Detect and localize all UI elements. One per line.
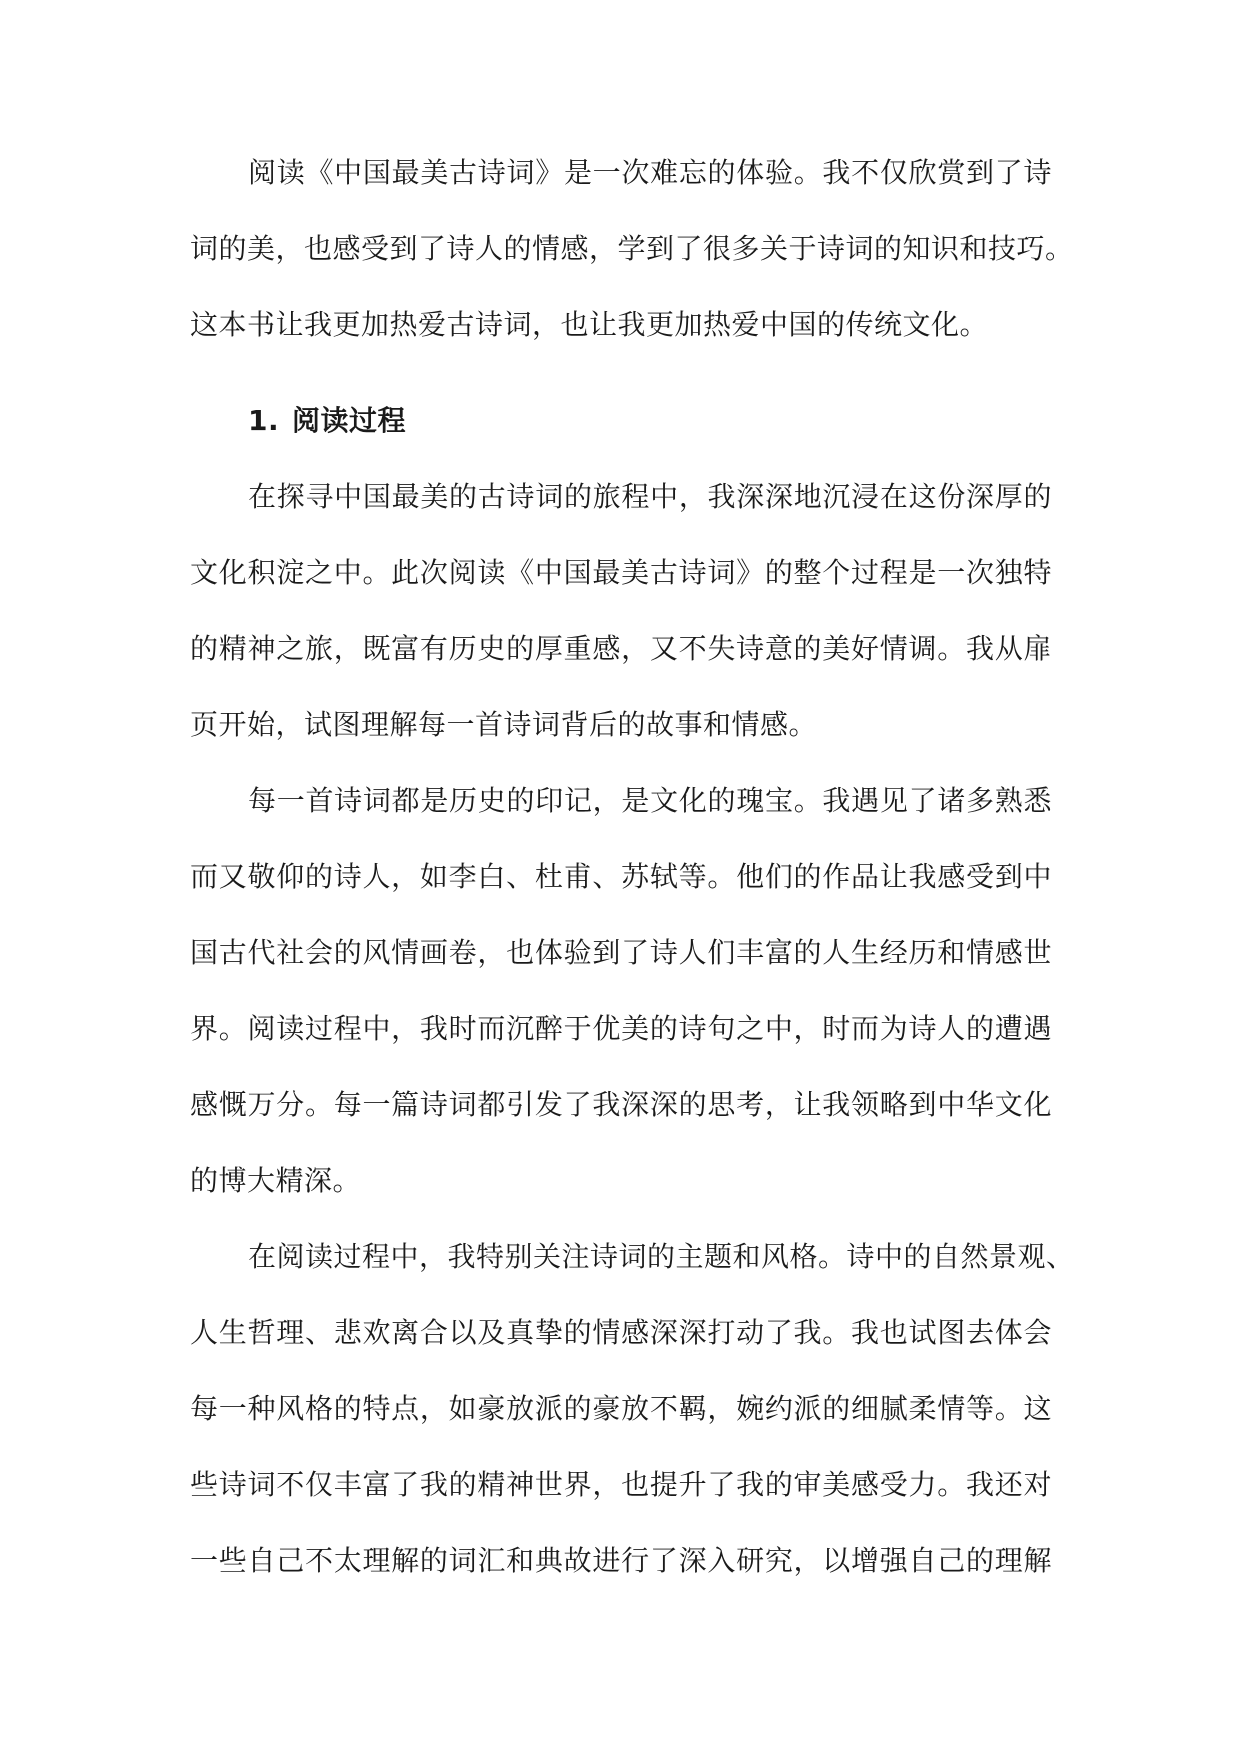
text-line: 些诗词不仅丰富了我的精神世界，也提升了我的审美感受力。我还对 <box>190 1468 1052 1501</box>
text-line: 每一种风格的特点，如豪放派的豪放不羁，婉约派的细腻柔情等。这 <box>190 1392 1052 1425</box>
text-line: 在阅读过程中，我特别关注诗词的主题和风格。诗中的自然景观、 <box>248 1240 1075 1273</box>
text-line: 每一首诗词都是历史的印记，是文化的瑰宝。我遇见了诸多熟悉 <box>248 784 1052 817</box>
paragraph-intro <box>190 135 1074 363</box>
section-heading <box>190 383 1052 459</box>
paragraph-1 <box>190 459 1052 763</box>
text-line: 页开始，试图理解每一首诗词背后的故事和情感。 <box>190 708 818 741</box>
section-number: 1. <box>248 404 280 437</box>
section-title: 阅读过程 <box>292 404 407 437</box>
paragraph-2 <box>190 763 1052 1219</box>
text-line: 感慨万分。每一篇诗词都引发了我深深的思考，让我领略到中华文化 <box>190 1088 1052 1121</box>
text-line: 界。阅读过程中，我时而沉醉于优美的诗句之中，时而为诗人的遭遇 <box>190 1012 1052 1045</box>
text-line: 的博大精深。 <box>190 1164 362 1197</box>
text-line: 人生哲理、悲欢离合以及真挚的情感深深打动了我。我也试图去体会 <box>190 1316 1052 1349</box>
document-page <box>190 135 1075 1599</box>
text-line: 国古代社会的风情画卷，也体验到了诗人们丰富的人生经历和情感世 <box>190 936 1052 969</box>
text-line: 的精神之旅，既富有历史的厚重感，又不失诗意的美好情调。我从扉 <box>190 632 1052 665</box>
text-line: 一些自己不太理解的词汇和典故进行了深入研究，以增强自己的理解 <box>190 1544 1052 1577</box>
text-line: 文化积淀之中。此次阅读《中国最美古诗词》的整个过程是一次独特 <box>190 556 1052 589</box>
text-line: 这本书让我更加热爱古诗词，也让我更加热爱中国的传统文化。 <box>190 308 989 341</box>
paragraph-3 <box>190 1219 1075 1599</box>
text-line: 在探寻中国最美的古诗词的旅程中，我深深地沉浸在这份深厚的 <box>248 480 1052 513</box>
text-line: 词的美，也感受到了诗人的情感，学到了很多关于诗词的知识和技巧。 <box>190 232 1074 265</box>
text-line: 而又敬仰的诗人，如李白、杜甫、苏轼等。他们的作品让我感受到中 <box>190 860 1052 893</box>
text-line: 阅读《中国最美古诗词》是一次难忘的体验。我不仅欣赏到了诗 <box>248 156 1052 189</box>
